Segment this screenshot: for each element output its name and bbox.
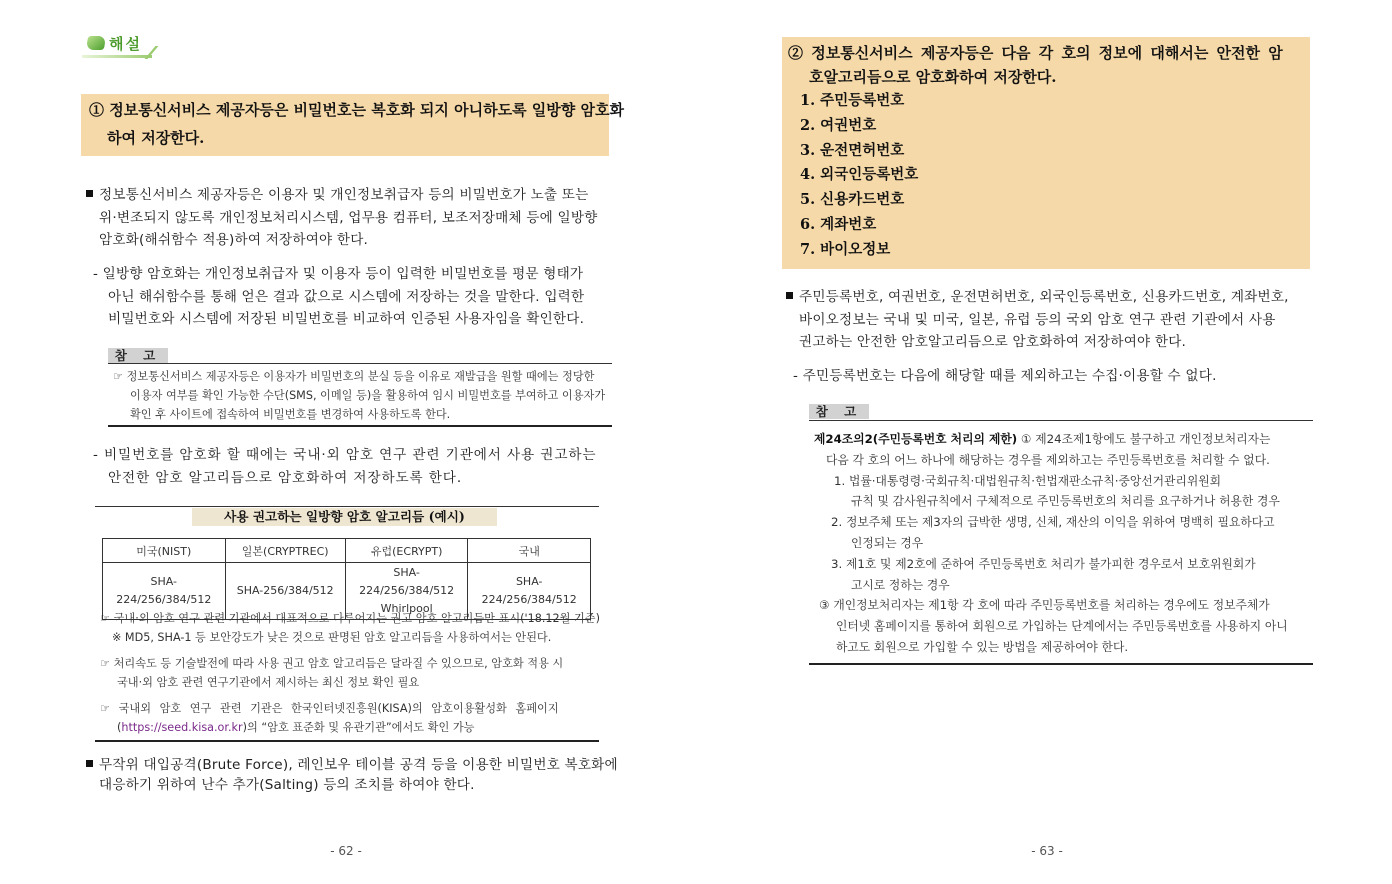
table-header: 국내 [468, 539, 591, 563]
page-number: - 63 - [1031, 844, 1063, 858]
principle-title-line1: ① 정보통신서비스 제공자등은 비밀번호는 복호화 되지 아니하도록 일방향 암호화 [89, 101, 624, 119]
bullet-paragraph-1 [86, 184, 616, 252]
table-cell: SHA-224/256/384/512 [468, 563, 591, 620]
list-item: 5. 신용카드번호 [800, 191, 905, 209]
text: )의 “암호 표준화 및 유관기관”에서도 확인 가능 [242, 721, 475, 734]
table-notes [100, 609, 600, 737]
text-line: 이용자 여부를 확인 가능한 수단(SMS, 이메일 등)을 활용하여 임시 비밀번호를 부여하고 이용자가 [130, 389, 606, 402]
table-header: 미국(NIST) [103, 539, 226, 563]
table-cell: SHA-256/384/512 [225, 563, 345, 620]
note-line: ☞ 국내외 암호 연구 관련 기관은 한국인터넷진흥원(KISA)의 암호이용활성화 홈페이지 [100, 702, 559, 715]
text-line: ③ 개인정보처리자는 제1항 각 호에 따라 주민등록번호를 처리하는 경우에도 정보주체가 [819, 598, 1270, 613]
table-header: 일본(CRYPTREC) [225, 539, 345, 563]
text-line: 하고도 회원으로 가입할 수 있는 방법을 제공하여야 한다. [836, 639, 1129, 654]
page-number: - 62 - [330, 844, 362, 858]
principle-title-line2: 하여 저장한다. [107, 129, 205, 147]
list-item: 7. 바이오정보 [800, 240, 891, 258]
leaf-icon [86, 36, 106, 50]
note-line: ☞ 처리속도 등 기술발전에 따라 사용 권고 암호 알고리듬은 달라질 수 있으므로, 암호화 적용 시 [100, 657, 564, 670]
dash-paragraph-3: - 주민등록번호는 다음에 해당할 때를 제외하고는 수집·이용할 수 없다. [793, 368, 1217, 384]
reference-tag: 참 고 [108, 348, 168, 363]
reference-tag: 참 고 [809, 404, 869, 419]
text-line: 아닌 해쉬함수를 통해 얻은 결과 값으로 시스템에 저장하는 것을 말한다. 입력한 [108, 288, 585, 305]
text-line: 3. 제1호 및 제2호에 준하여 주민등록번호 처리가 불가피한 경우로서 보호위원회가 [831, 556, 1256, 571]
text-line: ☞ 정보통신서비스 제공자등은 이용자가 비밀번호의 분실 등을 이유로 재발급을 원할 때에는 정당한 [113, 370, 595, 383]
section-header [82, 32, 164, 58]
table-bottom-rule [95, 740, 599, 742]
text-line: 확인 후 사이트에 접속하여 비밀번호를 변경하여 사용하도록 한다. [130, 408, 451, 421]
list-item: 3. 운전면허번호 [800, 141, 905, 159]
list-item: 6. 계좌번호 [800, 215, 877, 233]
table-cell: SHA-224/256/384/512 [103, 563, 226, 620]
note-line [100, 718, 600, 737]
principle-box-1 [81, 94, 624, 156]
list-item: 2. 여권번호 [800, 116, 877, 134]
reference-text [113, 367, 613, 424]
bullet-square-icon [86, 760, 93, 767]
text-line: 비밀번호와 시스템에 저장된 비밀번호를 비교하여 인증된 사용자임을 확인한다. [108, 311, 585, 327]
text-line: - 비밀번호를 암호화 할 때에는 국내·외 암호 연구 관련 기관에서 사용 권고하는 [93, 447, 597, 463]
dash-paragraph-1 [93, 263, 618, 331]
kisa-link[interactable]: https://seed.kisa.or.kr [121, 721, 243, 734]
reference-bottom-rule [809, 663, 1313, 665]
right-page [696, 0, 1392, 884]
text-line: 권고하는 안전한 암호알고리듬으로 암호화하여 저장하여야 한다. [799, 334, 1187, 350]
table-title: 사용 권고하는 일방향 암호 알고리듬 (예시) [192, 508, 497, 526]
text-line: 위·변조되지 않도록 개인정보처리시스템, 업무용 컴퓨터, 보조저장매체 등에 일방향 [99, 209, 598, 226]
text-line: 다음 각 호의 어느 하나에 해당하는 경우를 제외하고는 주민등록번호를 처리할 수 없다. [826, 452, 1270, 467]
text-line: 고시로 정하는 경우 [851, 577, 950, 592]
cell-line: SHA-224/256/384/512 [359, 566, 455, 597]
table-header-row [103, 539, 591, 563]
text-line: 암호화(해쉬함수 적용)하여 저장하여야 한다. [99, 232, 369, 248]
text-line: 안전한 암호 알고리듬으로 암호화하여 저장하도록 한다. [108, 469, 463, 486]
text-line: 1. 법률·대통령령·국회규칙·대법원규칙·헌법재판소규칙·중앙선거관리위원회 [834, 473, 1222, 488]
note-line: 국내·외 암호 관련 연구기관에서 제시하는 최신 정보 확인 필요 [117, 676, 420, 689]
table-top-rule [95, 506, 599, 507]
list-item: 4. 외국인등록번호 [800, 166, 919, 184]
text-line: 2. 정보주체 또는 제3자의 급박한 생명, 신체, 재산의 이익을 위하여 명백히 필요하다고 [831, 515, 1275, 530]
bullet-paragraph-3 [786, 286, 1316, 354]
section-label: 해설 [109, 35, 142, 53]
text-line: 인터넷 홈페이지를 통하여 회원으로 가입하는 단계에서는 주민등록번호를 사용하지 아니 [836, 619, 1288, 634]
text-line: - 일방향 암호화는 개인정보취급자 및 이용자 등이 입력한 비밀번호를 평문 형태가 [93, 266, 584, 282]
note-line: ☞ 국내·외 암호 연구 관련 기관에서 대표적으로 다루어지는 권고 암호 알고리듬만 표시('18.12월 기준) [100, 612, 600, 625]
text-line: 규칙 및 감사원규칙에서 구체적으로 주민등록번호의 처리를 요구하거나 허용한 경우 [851, 494, 1280, 509]
law-text [814, 429, 1319, 658]
principle-box-2 [782, 37, 1310, 269]
text-line: 주민등록번호, 여권번호, 운전면허번호, 외국인등록번호, 신용카드번호, 계좌번호, [799, 289, 1289, 305]
table-header: 유럽(ECRYPT) [345, 539, 468, 563]
list-item: 1. 주민등록번호 [800, 92, 905, 109]
reference-top-rule [809, 420, 1313, 421]
dash-paragraph-2 [93, 444, 618, 489]
text-line: 정보통신서비스 제공자등은 이용자 및 개인정보취급자 등의 비밀번호가 노출 또는 [99, 187, 589, 203]
text: ( [117, 721, 122, 734]
bullet-paragraph-2 [86, 755, 616, 795]
algorithm-table [102, 538, 591, 620]
principle-title-line1: ② 정보통신서비스 제공자등은 다음 각 호의 정보에 대해서는 안전한 암 [788, 44, 1283, 62]
note-line: ※ MD5, SHA-1 등 보안강도가 낮은 것으로 판명된 암호 알고리듬을 사용하여서는 안된다. [112, 631, 552, 644]
info-list [800, 89, 918, 263]
law-title: 제24조의2(주민등록번호 처리의 제한) [814, 432, 1018, 446]
bullet-square-icon [86, 190, 93, 197]
text-line: 인정되는 경우 [851, 535, 924, 550]
header-underline [82, 55, 152, 58]
reference-top-rule [108, 363, 612, 364]
principle-title-line2: 호알고리듬으로 암호화하여 저장한다. [809, 68, 1057, 86]
text-line: 무작위 대입공격(Brute Force), 레인보우 테이블 공격 등을 이용한 비밀번호 복호화에 [99, 757, 618, 773]
bullet-square-icon [786, 292, 793, 299]
reference-bottom-rule [108, 425, 612, 427]
text: ① 제24조제1항에도 불구하고 개인정보처리자는 [1017, 432, 1271, 446]
text-line: 대응하기 위하여 난수 추가(Salting) 등의 조치를 하여야 한다. [99, 777, 475, 793]
text-line: 바이오정보는 국내 및 미국, 일본, 유럽 등의 국외 암호 연구 관련 기관에서 사용 [799, 311, 1276, 328]
cell-line: Whirlpool [380, 602, 433, 615]
